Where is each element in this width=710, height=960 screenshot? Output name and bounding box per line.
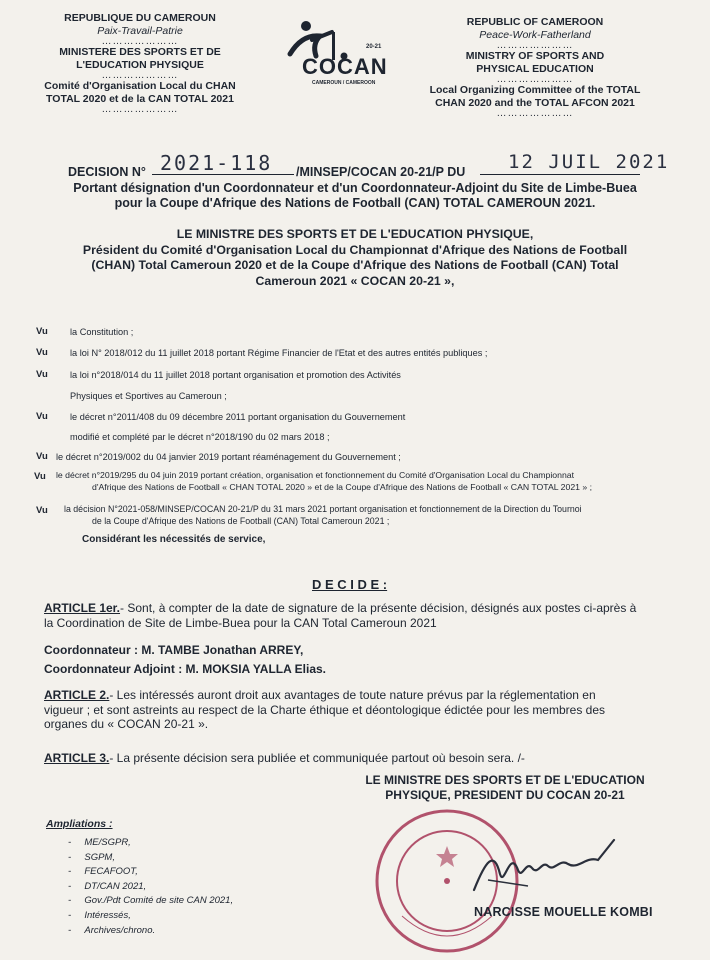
decision-date-underline (480, 174, 640, 175)
committee-en-2: CHAN 2020 and the TOTAL AFCON 2021 (435, 96, 635, 109)
logo-text: COCAN (302, 54, 388, 79)
decision-title-2: pour la Coupe d'Afrique des Nations de Football (CAN) TOTAL CAMEROUN 2021. (114, 196, 596, 210)
article-3 (44, 751, 664, 766)
vu-item: la loi n°2018/014 du 11 juillet 2018 portant organisation et promotion des Activités (70, 370, 401, 380)
minister-line-3: (CHAN) Total Cameroun 2020 et de la Coupe d'Afrique des Nations de Football (CAN) Total (91, 258, 619, 272)
list-item: - Intéressés, (68, 909, 131, 921)
decision-date: 12 JUIL 2021 (508, 151, 670, 173)
vu-item-cont: d'Afrique des Nations de Football « CHAN TOTAL 2020 » et de la Coupe d'Afrique des Nations de Football « CAN TOTAL 2021 » ; (92, 482, 593, 492)
separator: ………………… (101, 36, 179, 47)
vu-item: le décret n°2019/295 du 04 juin 2019 portant création, organisation et fonctionnement du Comité d'Organisation Local du Championnat (56, 470, 575, 480)
decision-number: 2021-118 (160, 151, 273, 175)
list-item: - FECAFOOT, (68, 866, 138, 878)
logo-year: 20-21 (366, 44, 382, 50)
ministry-fr-2: L'EDUCATION PHYSIQUE (76, 58, 204, 71)
minister-block (20, 227, 690, 289)
signatory-name: NARCISSE MOUELLE KOMBI (474, 905, 653, 919)
ministry-en-1: MINISTRY OF SPORTS AND (465, 50, 605, 62)
header-right (410, 16, 660, 118)
committee-fr-2: TOTAL 2020 et de la CAN TOTAL 2021 (46, 92, 234, 105)
separator: ………………… (496, 74, 574, 85)
separator: ………………… (496, 108, 574, 119)
vu-item: la décision N°2021-058/MINSEP/COCAN 20-21/P du 31 mars 2021 portant organisation et fonctionnement de la Direction du Tournoi (64, 504, 582, 514)
article-1-text-2: la Coordination de Site de Limbe-Buea pour la CAN Total Cameroun 2021 (44, 615, 437, 630)
considerant: Considérant les nécessités de service, (82, 534, 266, 545)
minister-line-4: Cameroun 2021 « COCAN 20-21 », (255, 273, 455, 288)
article-1-text: - Sont, à compter de la date de signature de la présente décision, désignés aux postes ci-après à (120, 601, 637, 615)
list-item: - Gov./Pdt Comité de site CAN 2021, (68, 895, 234, 907)
vu-item-cont: Physiques et Sportives au Cameroun ; (70, 391, 227, 401)
decision-title (20, 181, 690, 211)
vu-item: le décret n°2019/002 du 04 janvier 2019 portant réaménagement du Gouvernement ; (56, 452, 401, 462)
decision-title-1: Portant désignation d'un Coordonnateur et d'un Coordonnateur-Adjoint du Site de Limbe-Buea (73, 181, 637, 195)
motto-en: Peace-Work-Fatherland (479, 28, 591, 41)
decide-heading: D E C I D E : (312, 577, 388, 592)
vu-label: Vu (36, 347, 48, 358)
handwritten-signature (468, 830, 618, 900)
vu-label: Vu (36, 326, 48, 337)
vu-label: Vu (36, 451, 48, 462)
decision-ref: /MINSEP/COCAN 20-21/P DU (296, 165, 466, 179)
separator: ………………… (101, 104, 179, 115)
logo-sub: CAMEROUN / CAMEROON (312, 80, 376, 86)
minister-line-1: LE MINISTRE DES SPORTS ET DE L'EDUCATION PHYSIQUE, (176, 227, 534, 241)
cocan-logo (282, 14, 402, 94)
motto-fr: Paix-Travail-Patrie (97, 24, 183, 37)
vu-item: la Constitution ; (70, 327, 134, 337)
list-item: - Archives/chrono. (68, 924, 156, 936)
separator: ………………… (496, 40, 574, 51)
article-2-text-2: vigueur ; et sont astreints au respect de la Charte éthique et déontologique édictée pour les membres des (44, 702, 606, 717)
ministry-en-2: PHYSICAL EDUCATION (476, 62, 594, 75)
ministry-fr-1: MINISTERE DES SPORTS ET DE (59, 46, 221, 58)
committee-fr-1: Comité d'Organisation Local du CHAN (44, 80, 236, 92)
article-3-text: - La présente décision sera publiée et communiquée partout où besoin sera. /- (109, 751, 525, 765)
article-3-label: ARTICLE 3. (44, 751, 110, 765)
coordinator: Coordonnateur : M. TAMBE Jonathan ARREY, (44, 643, 304, 657)
vu-item-cont: de la Coupe d'Afrique des Nations de Football (CAN) Total Cameroun 2021 ; (92, 516, 390, 526)
vu-label: Vu (36, 411, 48, 422)
vu-label: Vu (36, 505, 48, 516)
vu-item: le décret n°2011/408 du 09 décembre 2011 portant organisation du Gouvernement (70, 412, 406, 422)
list-item: - DT/CAN 2021, (68, 880, 147, 892)
signature-title-2: PHYSIQUE, PRESIDENT DU COCAN 20-21 (385, 788, 625, 802)
list-item: - ME/SGPR, (68, 837, 131, 848)
committee-en-1: Local Organizing Committee of the TOTAL (429, 84, 641, 96)
vu-label: Vu (34, 471, 46, 482)
decision-number-underline (152, 174, 294, 175)
article-2-label: ARTICLE 2. (44, 688, 110, 702)
country-fr: REPUBLIQUE DU CAMEROUN (64, 12, 216, 24)
article-1-label: ARTICLE 1er. (44, 601, 121, 615)
vu-item: la loi N° 2018/012 du 11 juillet 2018 portant Régime Financier de l'Etat et des autres entités publiques ; (70, 348, 488, 358)
article-2-text-3: organes du « COCAN 20-21 ». (44, 717, 209, 731)
vu-label: Vu (36, 369, 48, 380)
country-en: REPUBLIC OF CAMEROON (466, 16, 604, 28)
article-2 (44, 688, 660, 732)
ampliations-title: Ampliations : (46, 818, 113, 830)
ampliations-list (68, 836, 233, 938)
header-left (20, 12, 260, 114)
signature-title (340, 773, 670, 803)
decision-prefix: DECISION N° (68, 165, 146, 179)
article-2-text: - Les intéressés auront droit aux avantages de toute nature prévus par la réglementation en (109, 688, 596, 702)
deputy-coordinator: Coordonnateur Adjoint : M. MOKSIA YALLA Elias. (44, 662, 327, 676)
signature-title-1: LE MINISTRE DES SPORTS ET DE L'EDUCATION (365, 773, 645, 787)
vu-item-cont: modifié et complété par le décret n°2018/190 du 02 mars 2018 ; (70, 432, 330, 442)
separator: ………………… (101, 70, 179, 81)
minister-line-2: Président du Comité d'Organisation Local du Championnat d'Afrique des Nations de Football (82, 242, 628, 257)
article-1 (44, 601, 664, 630)
list-item: - SGPM, (68, 851, 115, 863)
